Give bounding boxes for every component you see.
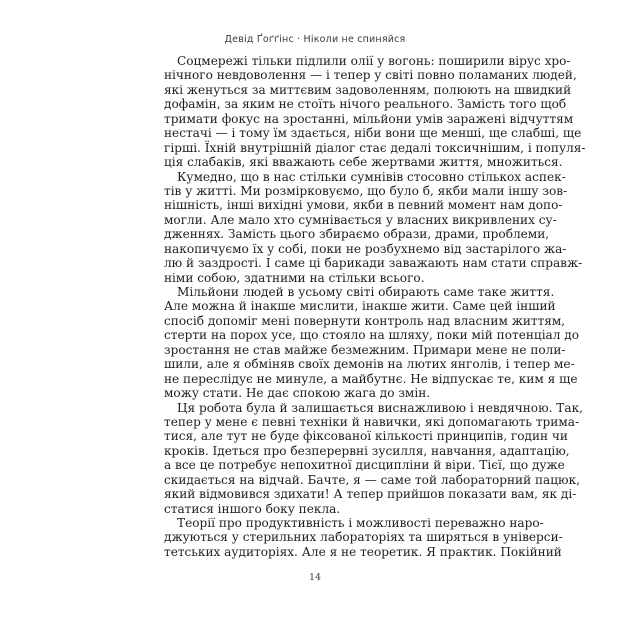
paragraph [164, 54, 586, 170]
paragraph [164, 516, 563, 559]
text-line: гірші. Їхній внутрішній діалог стає дедалі токсичнішим, і популя- [164, 140, 586, 155]
text-line: зростання не став майже безмежним. Примари мене не поли- [164, 342, 566, 357]
text-line: могли. Але мало хто сумнівається у власних викривлених су- [164, 212, 557, 227]
text-line: які женуться за миттєвим задоволенням, полюють на швидкий [164, 82, 572, 97]
text-line: німи собою, здатними на стільки всього. [164, 270, 425, 285]
text-line: нестачі — і тому їм здається, ніби вони ще менші, ще слабші, ще [164, 126, 582, 141]
text-line: не переслідує не минуле, а майбутнє. Не відпускає те, ким я ще [164, 371, 578, 386]
text-line: шили, але я обміняв своїх демонів на лютих янголів, і тепер ме- [164, 357, 575, 372]
text-line: дженнях. Замість цього збираємо образи, драми, проблеми, [164, 227, 550, 242]
text-line: тетських аудиторіях. Але я не теоретик. Я практик. Покійний [164, 544, 562, 559]
page-number: 14 [308, 572, 322, 583]
text-line: спосіб допоміг мені повернути контроль над власним життям, [164, 313, 566, 328]
text-line: кроків. Ідеться про безперервні зусилля, навчання, адаптацію, [164, 443, 570, 458]
text-line: Але можна й інакше мислити, інакше жити. Саме цей інший [164, 299, 556, 314]
running-head: Девід Ґоґґінс · Ніколи не спиняйся [224, 34, 406, 45]
text-line: Соцмережі тільки підлили олії у вогонь: поширили вірус хро- [177, 54, 571, 68]
text-line: Теорії про продуктивність і можливості переважно наро- [177, 516, 544, 530]
paragraph [164, 169, 583, 286]
text-line: джуються у стерильних лабораторіях та ширяться в універси- [164, 530, 563, 545]
text-line: Ця робота була й залишається виснажливою і невдячною. Так, [177, 400, 583, 415]
text-line: стерти на порох усе, що стояло на шляху, поки мій потенціал до [164, 328, 580, 343]
text-line: скидається на відчай. Бачте, я — саме той лабораторний пацюк, [164, 472, 580, 487]
text-line: який відмовився здихати! А тепер прийшов показати вам, як ді- [164, 487, 577, 502]
text-line: статися іншого боку пекла. [164, 501, 341, 516]
body-text [164, 54, 586, 559]
text-line: нічного невдоволення — і тепер у світі повно поламаних людей, [164, 68, 577, 83]
text-line: тів у житті. Ми розмірковуємо, що було б, якби мали іншу зов- [164, 183, 568, 198]
text-line: нішність, інші вихідні умови, якби в певний момент нам допо- [164, 198, 563, 213]
text-line: Кумедно, що в нас стільки сумнівів стосовно стількох аспек- [177, 169, 566, 184]
text-line: накопичуємо їх у собі, поки не розбухнемо від застарілого жа- [164, 241, 567, 256]
text-line: тримати фокус на зростанні, мільйони умів заражені відчуттям [164, 111, 574, 126]
text-line: тися, але тут не буде фіксованої кількості принципів, годин чи [164, 429, 568, 444]
paragraph [164, 285, 580, 401]
text-line: ція слабаків, які вважають себе жертвами життя, множиться. [164, 155, 563, 170]
paragraph [164, 400, 583, 517]
text-line: можу стати. Не дає спокою жага до змін. [164, 386, 431, 401]
text-line: а все це потребує непохитної дисципліни й віри. Тієї, що дуже [164, 458, 565, 473]
text-line: тепер у мене є певні техніки й навички, які допомагають трима- [164, 414, 580, 429]
text-line: дофамін, за яким не стоїть нічого реального. Замість того щоб [164, 97, 567, 112]
text-line: лю й заздрості. І саме ці барикади заважають нам стати справж- [164, 256, 583, 271]
text-line: Мільйони людей в усьому світі обирають саме таке життя. [177, 285, 555, 299]
